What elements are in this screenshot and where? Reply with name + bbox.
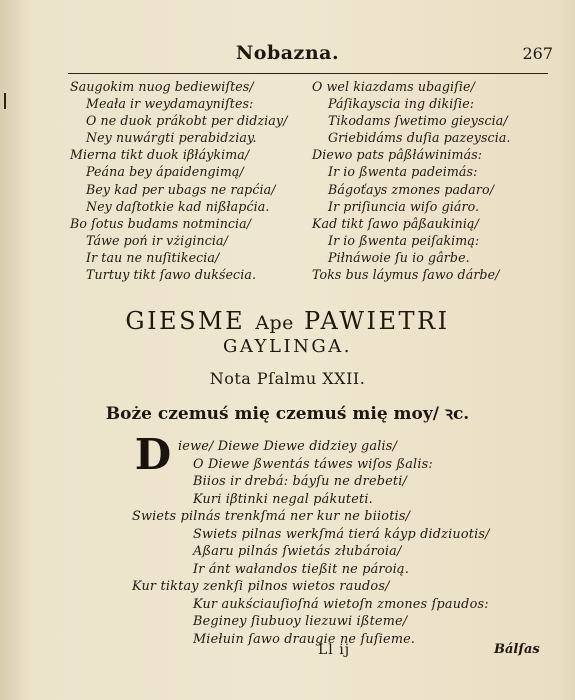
verse-line: Ir io ßwenta padeimás: xyxy=(328,164,478,180)
verse-line: Miełuin ſawo draugie ne ſuſieme. xyxy=(193,631,416,647)
verse-line: Diewo pats pâßłáwinimás: xyxy=(312,147,483,163)
verse-line: Ir ánt wałandos tießit ne pároią. xyxy=(193,561,410,577)
signature-mark: Ll ij xyxy=(318,642,351,658)
hymn-subtitle: GAYLINGA. xyxy=(223,336,352,357)
catchword: Bálſas xyxy=(494,642,540,657)
verse-line: Mierna tikt duok iβłáykima/ xyxy=(70,147,250,163)
verse-line: O ne duok prákobt per didziay/ xyxy=(86,113,288,129)
drop-cap-initial: D xyxy=(134,430,172,479)
right-column xyxy=(312,78,552,283)
verse-line: Kad tikt ſawo pâßaukinią/ xyxy=(312,215,479,231)
verse-line: Kuri iβtinki negal pákuteti. xyxy=(193,491,373,507)
verse-line: Saugokim nuog bediewiſtes/ xyxy=(70,79,254,94)
verse-line: Peána bey ápaidengimą/ xyxy=(86,164,244,180)
verse-line: Aßaru pilnás ſwietás złubároia/ xyxy=(193,544,402,559)
verse-line: Beginey ſiubuoy liezuwi ißteme/ xyxy=(193,614,408,629)
verse-line: Griebidáms duſia pazeyscia. xyxy=(328,130,511,146)
verse-line: Bey kad per ubags ne rapćia/ xyxy=(86,181,276,197)
verse-line: Ir priſiuncia wiſo giáro. xyxy=(328,198,480,214)
verse-line: Táwe poń ir vżigincia/ xyxy=(86,232,228,248)
hymn-title-ape: Ape xyxy=(255,312,294,334)
melody-note: Nota Pſalmu XXII. xyxy=(209,369,366,388)
hymn-title-word: GIESME xyxy=(125,307,246,335)
verse-line: Páſikayscia ing dikiſie: xyxy=(328,96,475,112)
left-column xyxy=(70,78,315,283)
hymn-title-word: PAWIETRI xyxy=(304,307,450,335)
verse-line: Kur tiktay zenkſi pilnos wietos raudos/ xyxy=(132,579,390,594)
verse-line: Meała ir weydamayniſtes: xyxy=(86,96,254,112)
header-rule xyxy=(68,73,548,74)
verse-line: Toks bus láymus ſawo dárbe/ xyxy=(312,267,500,283)
verse-line: iewe/ Diewe Diewe didziey galis/ xyxy=(178,439,398,454)
verse-line: Ir io ßwenta peiſakimą: xyxy=(328,232,480,248)
verse-line: Turtuy tikt ſawo dukśecia. xyxy=(86,267,257,283)
verse-line: O Diewe ßwentás táwes wiſos ßalis: xyxy=(193,456,433,472)
verse-line: Swiets pilnas werkſmá tierá káyp didziuotis/ xyxy=(193,526,490,542)
hymn-title xyxy=(0,307,575,335)
verse-line: Piłnáwoie ſu io gârbe. xyxy=(328,249,470,265)
verse-line: Ney daſtotkie kad nißłapćia. xyxy=(86,198,270,214)
verse-line: Biios ir drebá: báyſu ne drebeti/ xyxy=(193,474,408,489)
verse-line: Kur aukściauſioſná wietoſn zmones ſpaudos: xyxy=(193,596,489,612)
running-head xyxy=(0,40,575,70)
running-title: Nobazna. xyxy=(235,42,340,64)
page-number: 267 xyxy=(522,44,553,63)
margin-mark xyxy=(4,93,6,109)
verse-line: O wel kiazdams ubagiſie/ xyxy=(312,79,475,94)
melody-incipit: Boże czemuś mię czemuś mię moy/ ꝛc. xyxy=(105,404,470,424)
verse-line: Bágoťays zmones padaro/ xyxy=(328,181,495,197)
verse-line: Swiets pilnás trenkſmá ner kur ne biiotis/ xyxy=(132,509,411,524)
verse-line: Tikodams ſwetimo gieyscia/ xyxy=(328,113,508,129)
verse-line: Bo ſotus budams notmincia/ xyxy=(70,215,252,231)
verse-line: Ir tau ne nuſitikecia/ xyxy=(86,249,220,265)
verse-line: Ney nuwárgti perabidziay. xyxy=(86,130,257,146)
